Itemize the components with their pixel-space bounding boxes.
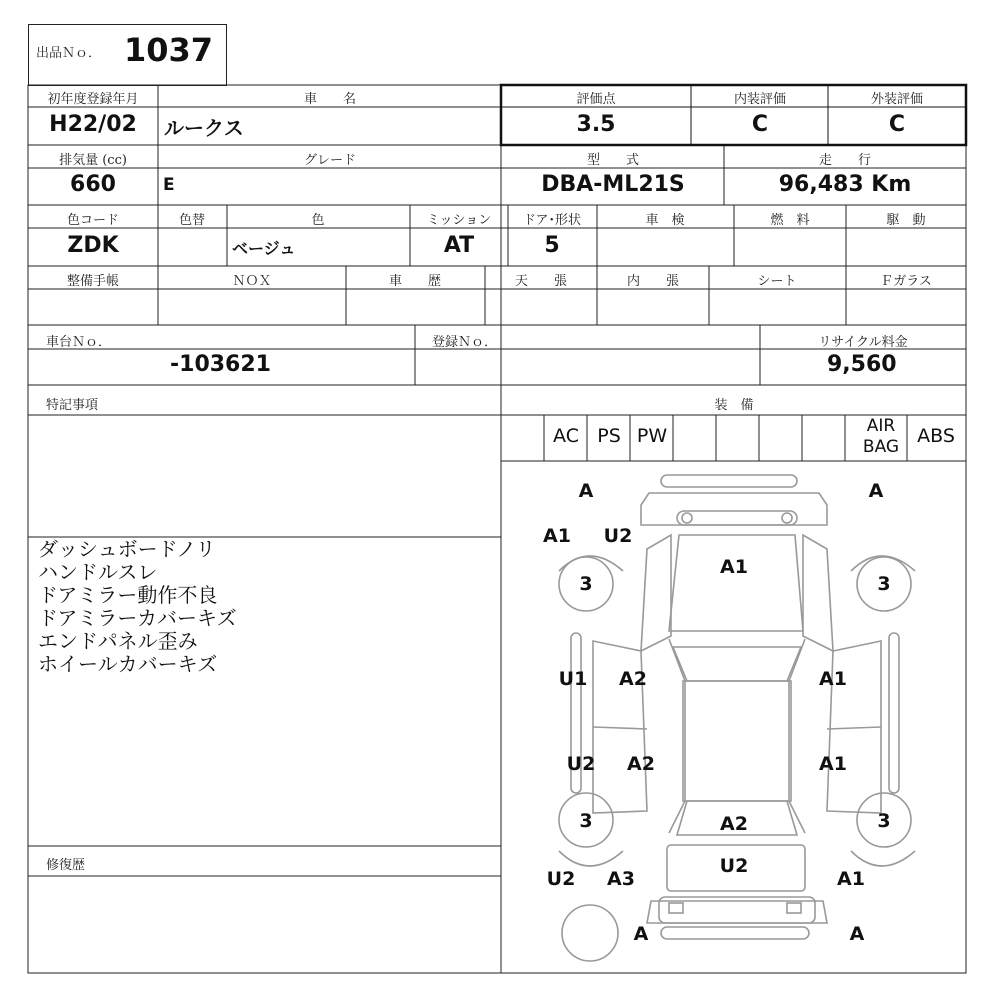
- damage-rear-left-a3: A3: [607, 868, 635, 890]
- color-change-label: 色替: [178, 213, 206, 228]
- damage-rear-bumper-left: A: [633, 923, 649, 945]
- damage-hood: A1: [720, 556, 748, 578]
- history-label: 車 歴: [388, 274, 442, 289]
- fglass-label: Ｆガラス: [880, 274, 932, 289]
- mileage-label: 走 行: [818, 153, 872, 168]
- first-reg-label: 初年度登録年月: [47, 92, 139, 107]
- tire-front-left: 3: [579, 573, 593, 595]
- equipment-label: 装 備: [714, 398, 754, 413]
- damage-rear-right-a1: A1: [837, 868, 865, 890]
- score-value: 3.5: [576, 112, 616, 137]
- recycle-value: 9,560: [827, 352, 897, 377]
- car-name-value: ルークス: [164, 116, 244, 140]
- color-value: ベージュ: [232, 239, 296, 258]
- damage-a1-upper-left: A1: [543, 525, 571, 547]
- fuel-label: 燃 料: [770, 213, 810, 228]
- maintenance-label: 整備手帳: [66, 274, 120, 289]
- mission-value: AT: [443, 233, 475, 258]
- car-name-label: 車 名: [303, 92, 357, 107]
- score-label: 評価点: [576, 92, 616, 107]
- displacement-value: 660: [70, 172, 116, 197]
- note-item: ダッシュボードノリ: [38, 537, 216, 561]
- damage-u2-upper-left: U2: [603, 525, 633, 547]
- damage-front-right: A: [868, 480, 884, 502]
- door-shape-value: 5: [544, 233, 560, 258]
- damage-front-left: A: [578, 480, 594, 502]
- equipment-airbag-2: BAG: [862, 437, 900, 457]
- equipment-airbag-1: AIR: [866, 416, 896, 436]
- damage-rear-bumper-right: A: [849, 923, 865, 945]
- first-reg-value: H22/02: [49, 112, 137, 137]
- lot-number: 1037: [124, 31, 214, 69]
- registration-label: 登録Ｎｏ．: [432, 335, 498, 350]
- notes-label: 特記事項: [46, 398, 99, 413]
- equipment-pw: PW: [636, 425, 668, 447]
- tire-front-right: 3: [877, 573, 891, 595]
- displacement-label: 排気量 (cc): [59, 153, 127, 168]
- inspection-label: 車 検: [645, 213, 685, 228]
- model-label: 型 式: [586, 153, 640, 168]
- roof-label: 天 張: [514, 274, 568, 289]
- drive-label: 駆 動: [886, 213, 926, 228]
- seat-label: シート: [757, 274, 797, 289]
- equipment-abs: ABS: [917, 425, 955, 447]
- nox-label: ＮＯＸ: [232, 274, 272, 289]
- tire-rear-left: 3: [579, 810, 593, 832]
- damage-left-front-door: U1: [558, 668, 588, 690]
- damage-left-front-panel: A2: [619, 668, 647, 690]
- color-code-label: 色コード: [66, 213, 120, 228]
- note-item: ドアミラー動作不良: [38, 583, 218, 607]
- note-item: ドアミラーカバーキズ: [38, 606, 237, 630]
- interior-label: 内装評価: [733, 92, 787, 107]
- equipment-ac: AC: [553, 425, 579, 447]
- damage-rear-glass: A2: [720, 813, 748, 835]
- grade-value: E: [163, 175, 175, 195]
- note-item: ハンドルスレ: [38, 560, 158, 584]
- repair-label: 修復歴: [46, 858, 86, 873]
- mileage-value: 96,483 Km: [778, 172, 912, 197]
- exterior-value: C: [888, 112, 906, 137]
- damage-rear-left-u2: U2: [546, 868, 576, 890]
- grade-label: グレード: [303, 153, 357, 168]
- color-label: 色: [311, 213, 325, 228]
- note-item: エンドパネル歪み: [38, 629, 198, 653]
- exterior-label: 外装評価: [870, 92, 924, 107]
- chassis-label: 車台Ｎｏ．: [46, 335, 112, 350]
- recycle-label: リサイクル料金: [818, 335, 908, 350]
- equipment-ps: PS: [597, 425, 621, 447]
- chassis-value: -103621: [170, 352, 271, 377]
- lot-number-label: 出品Ｎｏ．: [36, 46, 102, 61]
- damage-left-rear-panel: A2: [627, 753, 655, 775]
- mission-label: ミッション: [426, 213, 492, 228]
- damage-trunk: U2: [719, 855, 749, 877]
- inner-label: 内 張: [626, 274, 680, 289]
- tire-rear-right: 3: [877, 810, 891, 832]
- damage-left-rear-door: U2: [566, 753, 596, 775]
- note-item: ホイールカバーキズ: [38, 652, 218, 676]
- damage-right-rear-panel: A1: [819, 753, 847, 775]
- color-code-value: ZDK: [67, 233, 119, 258]
- door-shape-label: ドア･形状: [522, 213, 582, 228]
- interior-value: C: [751, 112, 769, 137]
- damage-right-front-panel: A1: [819, 668, 847, 690]
- model-value: DBA-ML21S: [541, 172, 685, 197]
